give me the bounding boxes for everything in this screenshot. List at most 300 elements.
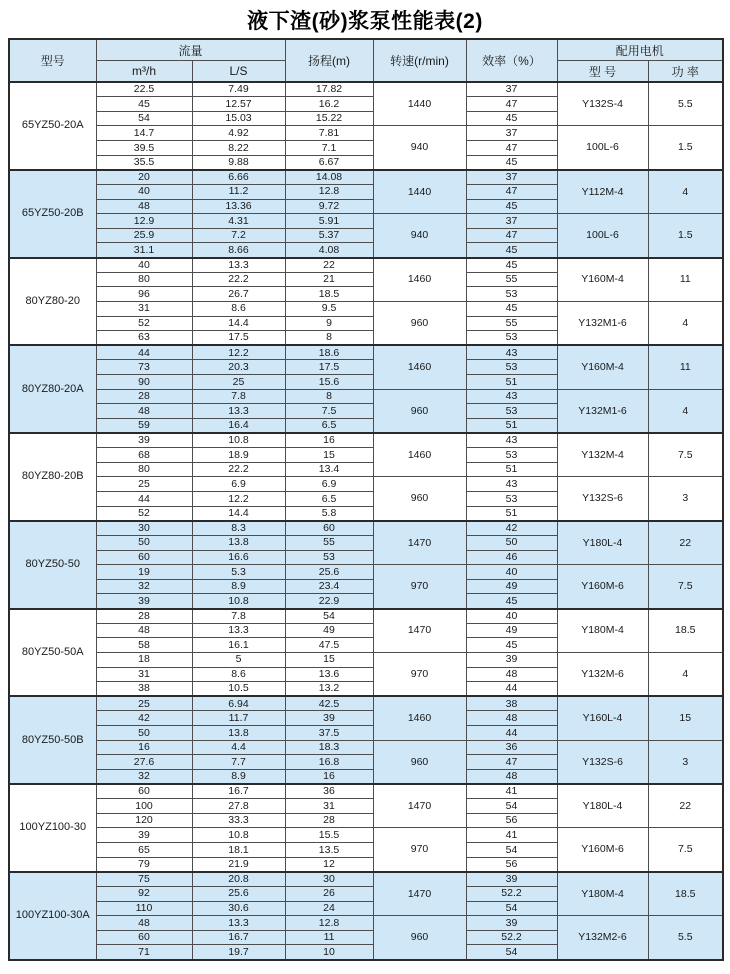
speed-cell: 1460 [373, 258, 466, 302]
flow-ls-cell: 8.9 [192, 579, 285, 594]
motor-model-cell: Y180M-4 [557, 872, 648, 916]
flow-ls-cell: 7.49 [192, 82, 285, 97]
efficiency-cell: 53 [466, 287, 557, 302]
pump-model-cell: 65YZ50-20B [9, 170, 96, 258]
head-cell: 28 [285, 813, 373, 828]
flow-m3h-cell: 45 [96, 97, 192, 112]
table-row [9, 214, 723, 229]
head-cell: 15.22 [285, 111, 373, 126]
speed-cell: 970 [373, 565, 466, 609]
pump-model-cell: 80YZ80-20 [9, 258, 96, 346]
motor-power-cell: 18.5 [648, 872, 723, 916]
head-cell: 31 [285, 799, 373, 814]
flow-m3h-cell: 39.5 [96, 141, 192, 156]
motor-power-cell: 18.5 [648, 609, 723, 653]
motor-power-cell: 4 [648, 389, 723, 433]
flow-ls-cell: 25 [192, 375, 285, 390]
pump-model-cell: 100YZ100-30A [9, 872, 96, 960]
flow-m3h-cell: 28 [96, 609, 192, 624]
flow-ls-cell: 4.92 [192, 126, 285, 141]
efficiency-cell: 48 [466, 667, 557, 682]
efficiency-cell: 48 [466, 711, 557, 726]
motor-model-cell: Y160M-6 [557, 565, 648, 609]
head-cell: 15.6 [285, 375, 373, 390]
speed-cell: 1470 [373, 784, 466, 828]
head-cell: 8 [285, 389, 373, 404]
head-cell: 30 [285, 872, 373, 887]
head-cell: 22.9 [285, 594, 373, 609]
motor-model-cell: Y132M1-6 [557, 389, 648, 433]
head-cell: 9 [285, 316, 373, 331]
table-row [9, 828, 723, 843]
flow-m3h-cell: 40 [96, 184, 192, 199]
flow-ls-cell: 7.8 [192, 389, 285, 404]
flow-m3h-cell: 39 [96, 828, 192, 843]
flow-ls-cell: 4.4 [192, 740, 285, 755]
flow-m3h-cell: 48 [96, 916, 192, 931]
flow-m3h-cell: 18 [96, 652, 192, 667]
pump-model-cell: 100YZ100-30 [9, 784, 96, 872]
head-cell: 16.2 [285, 97, 373, 112]
flow-m3h-cell: 32 [96, 579, 192, 594]
motor-power-cell: 22 [648, 521, 723, 565]
flow-m3h-cell: 100 [96, 799, 192, 814]
motor-power-cell: 11 [648, 258, 723, 302]
efficiency-cell: 45 [466, 258, 557, 273]
flow-m3h-cell: 80 [96, 272, 192, 287]
flow-ls-cell: 20.8 [192, 872, 285, 887]
flow-m3h-cell: 12.9 [96, 214, 192, 229]
flow-ls-cell: 20.3 [192, 360, 285, 375]
flow-m3h-cell: 90 [96, 375, 192, 390]
flow-m3h-cell: 44 [96, 492, 192, 507]
flow-m3h-cell: 19 [96, 565, 192, 580]
head-cell: 22 [285, 258, 373, 273]
motor-power-cell: 4 [648, 652, 723, 696]
efficiency-cell: 54 [466, 799, 557, 814]
flow-ls-cell: 8.9 [192, 769, 285, 784]
head-cell: 5.91 [285, 214, 373, 229]
col-header-model: 型号 [9, 39, 96, 82]
flow-m3h-cell: 75 [96, 872, 192, 887]
head-cell: 13.2 [285, 682, 373, 697]
motor-power-cell: 1.5 [648, 126, 723, 170]
head-cell: 5.37 [285, 228, 373, 243]
table-header [9, 39, 723, 82]
motor-power-cell: 5.5 [648, 916, 723, 960]
efficiency-cell: 56 [466, 813, 557, 828]
flow-m3h-cell: 79 [96, 857, 192, 872]
col-header-motor-power: 功 率 [648, 61, 723, 83]
efficiency-cell: 54 [466, 843, 557, 858]
flow-m3h-cell: 50 [96, 535, 192, 550]
efficiency-cell: 38 [466, 696, 557, 711]
efficiency-cell: 55 [466, 316, 557, 331]
flow-ls-cell: 25.6 [192, 886, 285, 901]
efficiency-cell: 36 [466, 740, 557, 755]
flow-m3h-cell: 59 [96, 418, 192, 433]
motor-power-cell: 4 [648, 170, 723, 214]
head-cell: 49 [285, 623, 373, 638]
motor-power-cell: 3 [648, 477, 723, 521]
efficiency-cell: 44 [466, 726, 557, 741]
efficiency-cell: 40 [466, 565, 557, 580]
motor-model-cell: Y160M-4 [557, 258, 648, 302]
table-row [9, 872, 723, 887]
flow-m3h-cell: 14.7 [96, 126, 192, 141]
flow-m3h-cell: 20 [96, 170, 192, 185]
motor-model-cell: Y180L-4 [557, 784, 648, 828]
table-row [9, 784, 723, 799]
speed-cell: 1460 [373, 696, 466, 740]
col-header-flow-ls: L/S [192, 61, 285, 83]
table-row [9, 345, 723, 360]
efficiency-cell: 41 [466, 828, 557, 843]
motor-model-cell: 100L-6 [557, 126, 648, 170]
head-cell: 6.5 [285, 492, 373, 507]
flow-ls-cell: 16.7 [192, 930, 285, 945]
speed-cell: 1460 [373, 345, 466, 389]
pump-model-cell: 80YZ80-20A [9, 345, 96, 433]
efficiency-cell: 43 [466, 477, 557, 492]
motor-power-cell: 4 [648, 301, 723, 345]
efficiency-cell: 52.2 [466, 886, 557, 901]
efficiency-cell: 53 [466, 404, 557, 419]
flow-m3h-cell: 31.1 [96, 243, 192, 258]
head-cell: 47.5 [285, 638, 373, 653]
flow-ls-cell: 16.4 [192, 418, 285, 433]
flow-ls-cell: 13.8 [192, 726, 285, 741]
motor-model-cell: Y160L-4 [557, 696, 648, 740]
speed-cell: 960 [373, 916, 466, 960]
pump-model-cell: 65YZ50-20A [9, 82, 96, 170]
head-cell: 36 [285, 784, 373, 799]
flow-m3h-cell: 60 [96, 784, 192, 799]
head-cell: 7.1 [285, 141, 373, 156]
pump-model-cell: 80YZ80-20B [9, 433, 96, 521]
flow-m3h-cell: 31 [96, 667, 192, 682]
flow-m3h-cell: 92 [96, 886, 192, 901]
head-cell: 18.5 [285, 287, 373, 302]
col-header-efficiency: 效率（%） [466, 39, 557, 82]
flow-ls-cell: 14.4 [192, 316, 285, 331]
motor-power-cell: 3 [648, 740, 723, 784]
motor-model-cell: Y180L-4 [557, 521, 648, 565]
efficiency-cell: 53 [466, 331, 557, 346]
col-header-motor-model: 型 号 [557, 61, 648, 83]
motor-model-cell: Y160M-6 [557, 828, 648, 872]
head-cell: 13.6 [285, 667, 373, 682]
head-cell: 25.6 [285, 565, 373, 580]
speed-cell: 1470 [373, 872, 466, 916]
flow-m3h-cell: 31 [96, 301, 192, 316]
flow-ls-cell: 13.3 [192, 404, 285, 419]
table-row [9, 433, 723, 448]
flow-ls-cell: 16.7 [192, 784, 285, 799]
flow-ls-cell: 19.7 [192, 945, 285, 960]
speed-cell: 960 [373, 740, 466, 784]
motor-power-cell: 5.5 [648, 82, 723, 126]
flow-ls-cell: 22.2 [192, 462, 285, 477]
flow-m3h-cell: 22.5 [96, 82, 192, 97]
motor-model-cell: Y132M1-6 [557, 301, 648, 345]
head-cell: 60 [285, 521, 373, 536]
head-cell: 55 [285, 535, 373, 550]
efficiency-cell: 51 [466, 506, 557, 521]
efficiency-cell: 37 [466, 126, 557, 141]
head-cell: 11 [285, 930, 373, 945]
efficiency-cell: 54 [466, 901, 557, 916]
flow-ls-cell: 16.6 [192, 550, 285, 565]
flow-m3h-cell: 58 [96, 638, 192, 653]
head-cell: 18.3 [285, 740, 373, 755]
head-cell: 7.5 [285, 404, 373, 419]
efficiency-cell: 46 [466, 550, 557, 565]
efficiency-cell: 43 [466, 345, 557, 360]
flow-m3h-cell: 39 [96, 433, 192, 448]
head-cell: 8 [285, 331, 373, 346]
motor-model-cell: Y112M-4 [557, 170, 648, 214]
efficiency-cell: 37 [466, 82, 557, 97]
motor-power-cell: 7.5 [648, 433, 723, 477]
efficiency-cell: 45 [466, 199, 557, 214]
table-row [9, 609, 723, 624]
flow-m3h-cell: 120 [96, 813, 192, 828]
flow-ls-cell: 8.22 [192, 141, 285, 156]
flow-ls-cell: 18.1 [192, 843, 285, 858]
flow-ls-cell: 13.3 [192, 258, 285, 273]
motor-model-cell: Y132S-6 [557, 477, 648, 521]
flow-ls-cell: 9.88 [192, 155, 285, 170]
flow-ls-cell: 15.03 [192, 111, 285, 126]
col-header-flow-m3h: m³/h [96, 61, 192, 83]
efficiency-cell: 43 [466, 389, 557, 404]
head-cell: 24 [285, 901, 373, 916]
flow-ls-cell: 13.8 [192, 535, 285, 550]
page-title: 液下渣(砂)浆泵性能表(2) [247, 10, 483, 33]
flow-ls-cell: 6.66 [192, 170, 285, 185]
efficiency-cell: 45 [466, 243, 557, 258]
flow-m3h-cell: 25 [96, 696, 192, 711]
pump-model-cell: 80YZ50-50A [9, 609, 96, 697]
flow-ls-cell: 13.36 [192, 199, 285, 214]
flow-m3h-cell: 48 [96, 623, 192, 638]
head-cell: 14.08 [285, 170, 373, 185]
head-cell: 16 [285, 433, 373, 448]
flow-ls-cell: 26.7 [192, 287, 285, 302]
pump-model-cell: 80YZ50-50 [9, 521, 96, 609]
flow-m3h-cell: 68 [96, 448, 192, 463]
flow-m3h-cell: 110 [96, 901, 192, 916]
flow-ls-cell: 12.2 [192, 345, 285, 360]
flow-m3h-cell: 80 [96, 462, 192, 477]
flow-m3h-cell: 44 [96, 345, 192, 360]
efficiency-cell: 43 [466, 433, 557, 448]
flow-m3h-cell: 73 [96, 360, 192, 375]
head-cell: 10 [285, 945, 373, 960]
motor-model-cell: Y160M-4 [557, 345, 648, 389]
motor-model-cell: Y132M-4 [557, 433, 648, 477]
head-cell: 6.9 [285, 477, 373, 492]
flow-ls-cell: 22.2 [192, 272, 285, 287]
speed-cell: 970 [373, 652, 466, 696]
motor-model-cell: Y180M-4 [557, 609, 648, 653]
flow-ls-cell: 14.4 [192, 506, 285, 521]
head-cell: 13.4 [285, 462, 373, 477]
head-cell: 6.5 [285, 418, 373, 433]
flow-ls-cell: 4.31 [192, 214, 285, 229]
flow-ls-cell: 27.8 [192, 799, 285, 814]
flow-ls-cell: 12.2 [192, 492, 285, 507]
efficiency-cell: 45 [466, 594, 557, 609]
flow-ls-cell: 33.3 [192, 813, 285, 828]
head-cell: 37.5 [285, 726, 373, 741]
flow-ls-cell: 16.1 [192, 638, 285, 653]
flow-ls-cell: 11.2 [192, 184, 285, 199]
flow-m3h-cell: 30 [96, 521, 192, 536]
head-cell: 21 [285, 272, 373, 287]
table-row [9, 696, 723, 711]
col-header-head: 扬程(m) [285, 39, 373, 82]
efficiency-cell: 45 [466, 111, 557, 126]
col-header-flow: 流量 [96, 39, 285, 61]
flow-ls-cell: 6.94 [192, 696, 285, 711]
flow-m3h-cell: 16 [96, 740, 192, 755]
table-row [9, 477, 723, 492]
efficiency-cell: 47 [466, 97, 557, 112]
speed-cell: 960 [373, 301, 466, 345]
head-cell: 15.5 [285, 828, 373, 843]
efficiency-cell: 40 [466, 609, 557, 624]
head-cell: 9.5 [285, 301, 373, 316]
flow-m3h-cell: 54 [96, 111, 192, 126]
motor-power-cell: 22 [648, 784, 723, 828]
head-cell: 15 [285, 448, 373, 463]
head-cell: 16 [285, 769, 373, 784]
speed-cell: 970 [373, 828, 466, 872]
speed-cell: 940 [373, 214, 466, 258]
flow-ls-cell: 8.66 [192, 243, 285, 258]
flow-m3h-cell: 32 [96, 769, 192, 784]
flow-ls-cell: 10.8 [192, 828, 285, 843]
table-row [9, 170, 723, 185]
flow-m3h-cell: 35.5 [96, 155, 192, 170]
flow-m3h-cell: 38 [96, 682, 192, 697]
table-body [9, 82, 723, 960]
table-row [9, 126, 723, 141]
efficiency-cell: 47 [466, 755, 557, 770]
efficiency-cell: 37 [466, 170, 557, 185]
efficiency-cell: 47 [466, 141, 557, 156]
motor-power-cell: 15 [648, 696, 723, 740]
head-cell: 12.8 [285, 916, 373, 931]
head-cell: 26 [285, 886, 373, 901]
speed-cell: 1440 [373, 82, 466, 126]
flow-m3h-cell: 71 [96, 945, 192, 960]
motor-power-cell: 11 [648, 345, 723, 389]
motor-power-cell: 1.5 [648, 214, 723, 258]
flow-ls-cell: 7.2 [192, 228, 285, 243]
flow-ls-cell: 10.8 [192, 433, 285, 448]
efficiency-cell: 44 [466, 682, 557, 697]
head-cell: 13.5 [285, 843, 373, 858]
motor-power-cell: 7.5 [648, 565, 723, 609]
head-cell: 18.6 [285, 345, 373, 360]
efficiency-cell: 49 [466, 623, 557, 638]
efficiency-cell: 39 [466, 872, 557, 887]
efficiency-cell: 50 [466, 535, 557, 550]
head-cell: 12.8 [285, 184, 373, 199]
speed-cell: 1460 [373, 433, 466, 477]
flow-ls-cell: 30.6 [192, 901, 285, 916]
flow-ls-cell: 8.3 [192, 521, 285, 536]
speed-cell: 940 [373, 126, 466, 170]
speed-cell: 1470 [373, 521, 466, 565]
flow-m3h-cell: 25.9 [96, 228, 192, 243]
flow-m3h-cell: 52 [96, 506, 192, 521]
flow-ls-cell: 5.3 [192, 565, 285, 580]
table-row [9, 389, 723, 404]
flow-ls-cell: 7.7 [192, 755, 285, 770]
flow-ls-cell: 10.5 [192, 682, 285, 697]
efficiency-cell: 41 [466, 784, 557, 799]
flow-ls-cell: 7.8 [192, 609, 285, 624]
head-cell: 7.81 [285, 126, 373, 141]
speed-cell: 960 [373, 477, 466, 521]
speed-cell: 1470 [373, 609, 466, 653]
head-cell: 9.72 [285, 199, 373, 214]
head-cell: 4.08 [285, 243, 373, 258]
efficiency-cell: 45 [466, 155, 557, 170]
flow-ls-cell: 13.3 [192, 623, 285, 638]
head-cell: 17.82 [285, 82, 373, 97]
head-cell: 17.5 [285, 360, 373, 375]
speed-cell: 1440 [373, 170, 466, 214]
flow-m3h-cell: 63 [96, 331, 192, 346]
efficiency-cell: 42 [466, 521, 557, 536]
speed-cell: 960 [373, 389, 466, 433]
flow-ls-cell: 5 [192, 652, 285, 667]
efficiency-cell: 49 [466, 579, 557, 594]
efficiency-cell: 51 [466, 418, 557, 433]
efficiency-cell: 37 [466, 214, 557, 229]
flow-m3h-cell: 40 [96, 258, 192, 273]
flow-m3h-cell: 25 [96, 477, 192, 492]
flow-m3h-cell: 39 [96, 594, 192, 609]
flow-ls-cell: 6.9 [192, 477, 285, 492]
head-cell: 12 [285, 857, 373, 872]
flow-ls-cell: 17.5 [192, 331, 285, 346]
head-cell: 54 [285, 609, 373, 624]
col-header-speed: 转速(r/min) [373, 39, 466, 82]
flow-ls-cell: 12.57 [192, 97, 285, 112]
table-row [9, 652, 723, 667]
efficiency-cell: 51 [466, 375, 557, 390]
flow-ls-cell: 18.9 [192, 448, 285, 463]
flow-m3h-cell: 48 [96, 404, 192, 419]
efficiency-cell: 39 [466, 652, 557, 667]
flow-m3h-cell: 96 [96, 287, 192, 302]
motor-model-cell: 100L-6 [557, 214, 648, 258]
motor-model-cell: Y132S-4 [557, 82, 648, 126]
head-cell: 5.8 [285, 506, 373, 521]
table-row [9, 82, 723, 97]
efficiency-cell: 56 [466, 857, 557, 872]
efficiency-cell: 48 [466, 769, 557, 784]
flow-m3h-cell: 50 [96, 726, 192, 741]
flow-ls-cell: 8.6 [192, 667, 285, 682]
flow-ls-cell: 13.3 [192, 916, 285, 931]
